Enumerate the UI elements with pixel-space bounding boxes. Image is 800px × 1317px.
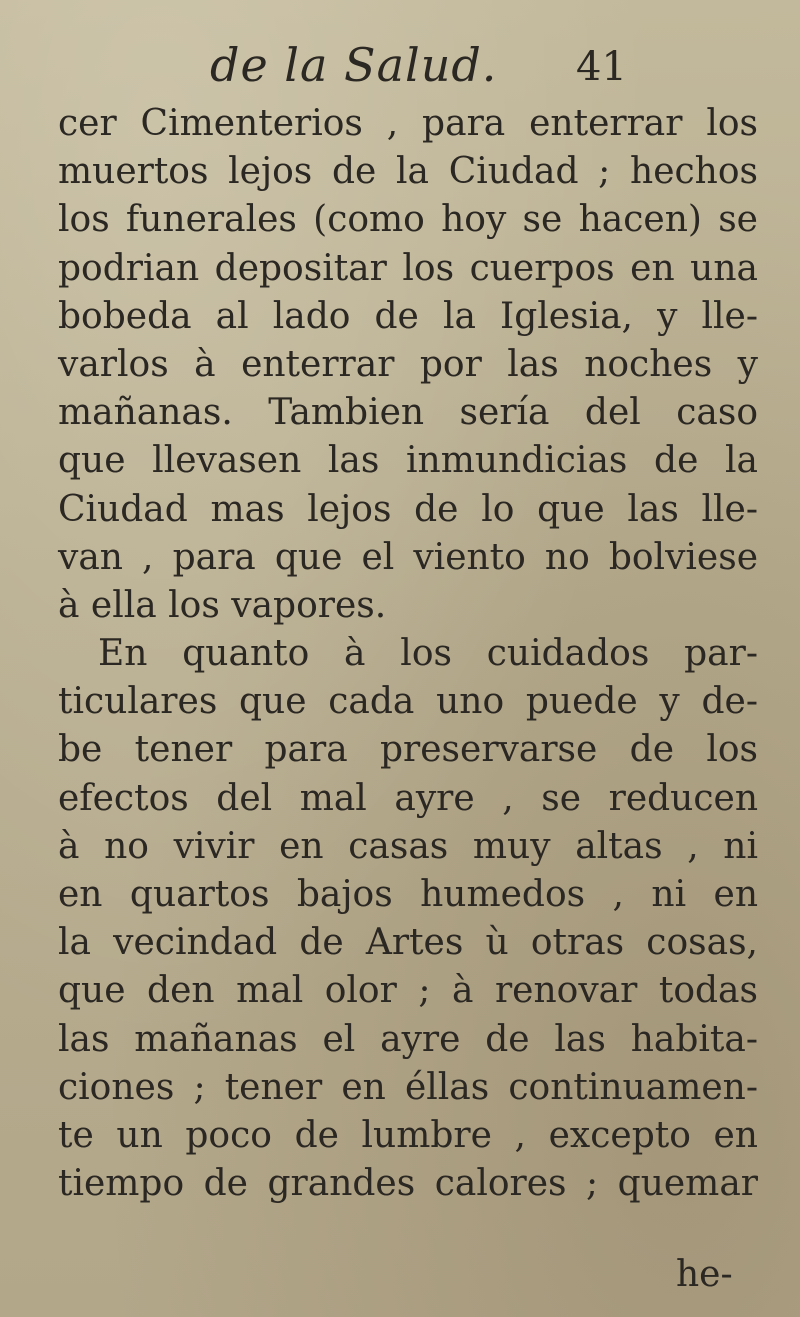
text-line: ticulares que cada uno puede y de- — [58, 681, 758, 723]
text-line: efectos del mal ayre , se reducen — [58, 777, 758, 819]
running-title: de la Salud. — [210, 38, 498, 92]
text-line: que den mal olor ; à renovar todas — [58, 970, 758, 1012]
paragraph-start-line: En quanto à los cuidados par- — [98, 633, 758, 675]
text-line: ciones ; tener en éllas continuamen- — [58, 1066, 758, 1108]
text-line: muertos lejos de la Ciudad ; hechos — [58, 151, 758, 193]
text-line: tiempo de grandes calores ; quemar — [58, 1163, 758, 1205]
text-line: à ella los vapores. — [58, 584, 387, 626]
text-line: van , para que el viento no bolviese — [58, 536, 758, 578]
text-line: los funerales (como hoy se hacen) se — [58, 199, 758, 241]
text-line: podrian depositar los cuerpos en una — [58, 247, 758, 289]
text-line: mañanas. Tambien sería del caso — [58, 392, 758, 434]
text-line: à no vivir en casas muy altas , ni — [58, 825, 758, 867]
catchword: he- — [676, 1254, 733, 1295]
body-text — [58, 100, 758, 1208]
text-line: te un poco de lumbre , excepto en — [58, 1114, 758, 1156]
text-line: las mañanas el ayre de las habita- — [58, 1018, 758, 1060]
text-line: cer Cimenterios , para enterrar los — [58, 103, 758, 144]
text-line: bobeda al lado de la Iglesia, y lle- — [58, 295, 758, 337]
text-line: Ciudad mas lejos de lo que las lle- — [58, 488, 758, 530]
page-header — [180, 38, 660, 108]
text-line: be tener para preservarse de los — [58, 729, 758, 771]
text-line: la vecindad de Artes ù otras cosas, — [58, 922, 758, 964]
text-line: varlos à enterrar por las noches y — [58, 343, 758, 385]
text-line: en quartos bajos humedos , ni en — [58, 874, 758, 915]
page-number: 41 — [576, 44, 627, 90]
text-line: que llevasen las inmundicias de la — [58, 440, 758, 482]
